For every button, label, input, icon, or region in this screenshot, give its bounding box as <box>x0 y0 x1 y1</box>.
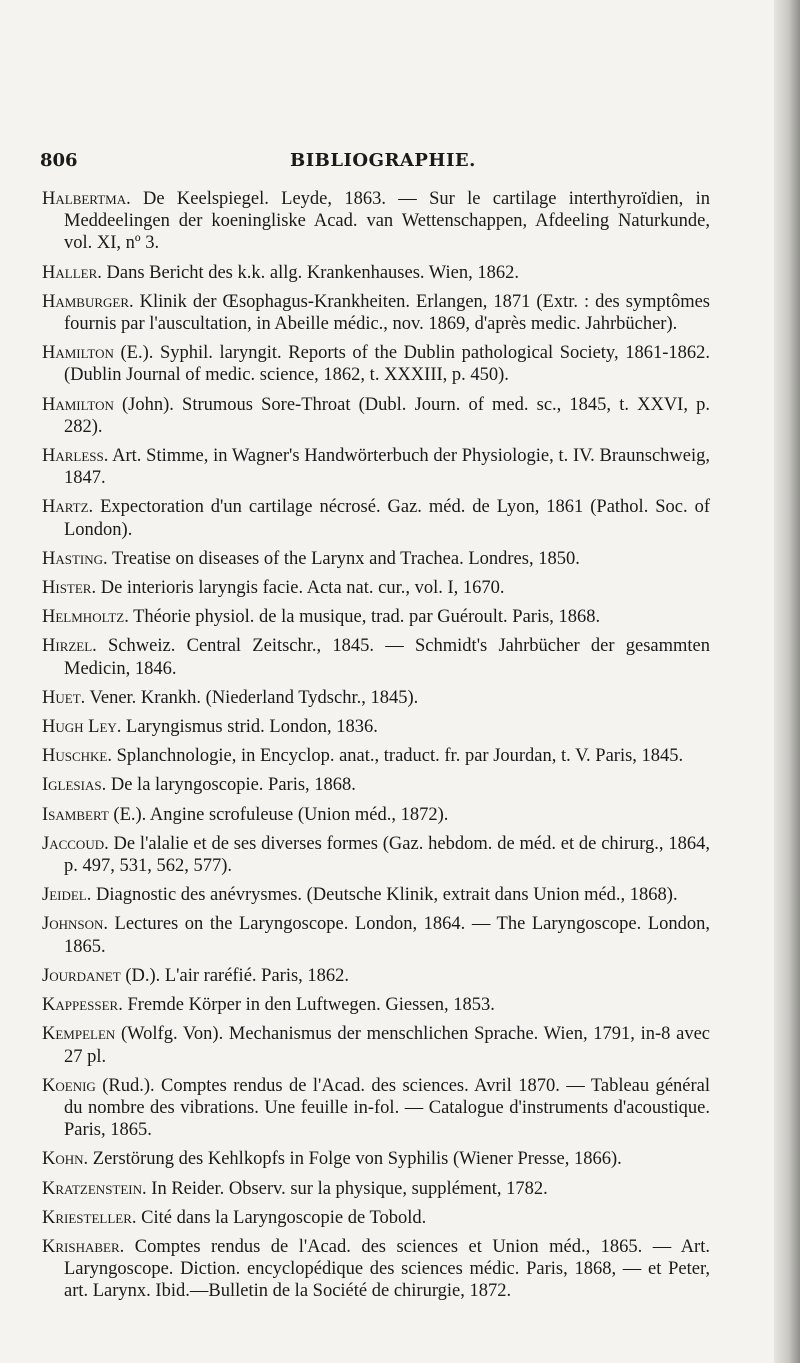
entry-text: Théorie physiol. de la musique, trad. par Guéroult. Paris, 1868. <box>128 607 601 628</box>
entry-text: Diagnostic des anévrysmes. (Deutsche Klinik, extrait dans Union méd., 1868). <box>91 885 678 906</box>
entry-author: Harless. <box>42 446 109 467</box>
entry-text: De la laryngoscopie. Paris, 1868. <box>106 775 356 796</box>
bibliography-entry <box>42 394 710 438</box>
bibliography-entry <box>42 635 710 679</box>
bibliography-entry <box>42 687 710 709</box>
entry-text: Laryngismus strid. London, 1836. <box>121 717 378 738</box>
bibliography-entry <box>42 496 710 540</box>
entry-author: Hamburger. <box>42 291 134 312</box>
entry-text: Lectures on the Laryngoscope. London, 1864. — The Laryngoscope. London, 1865. <box>64 914 710 957</box>
entry-text: Treatise on diseases of the Larynx and Trachea. Londres, 1850. <box>107 548 580 569</box>
entry-text: De Keelspiegel. Leyde, 1863. — Sur le cartilage interthyroïdien, in Meddeelingen der koeningliske Acad. van Wettenschappen, Afdeeling Naturkunde, vol. XI, nº 3. <box>64 189 710 254</box>
entry-text: Expectoration d'un cartilage nécrosé. Gaz. méd. de Lyon, 1861 (Pathol. Soc. of London). <box>64 497 710 540</box>
bibliography-entry <box>42 884 710 906</box>
entry-text: Fremde Körper in den Luftwegen. Giessen, 1853. <box>122 995 495 1016</box>
entry-author: Hasting. <box>42 548 108 569</box>
bibliography-entry <box>42 745 710 767</box>
entry-text: Klinik der Œsophagus-Krankheiten. Erlangen, 1871 (Extr. : des symptômes fournis par l'auscultation, in Abeille médic., nov. 1869, d'après medic. Jahrbücher). <box>64 291 710 335</box>
entry-text: Dans Bericht des k.k. allg. Krankenhauses. Wien, 1862. <box>101 262 520 283</box>
entry-author: Haller. <box>42 262 102 283</box>
entry-text: Splanchnologie, in Encyclop. anat., traduct. fr. par Jourdan, t. V. Paris, 1845. <box>112 746 684 767</box>
entry-author: Jaccoud. <box>42 833 109 854</box>
entry-author: Kriesteller. <box>42 1207 137 1228</box>
entry-text: In Reider. Observ. sur la physique, supplément, 1782. <box>146 1178 548 1199</box>
entry-author: Jourdanet <box>42 965 121 986</box>
entry-text: Comptes rendus de l'Acad. des sciences et Union méd., 1865. — Art. Laryngoscope. Diction. encyclopédique des sciences médic. Paris, 1868, — et Peter, art. Larynx. Ibid.—Bulletin de la Société de chirurgie, 1872. <box>64 1236 710 1302</box>
bibliography-entry <box>42 1023 710 1067</box>
entry-text: Art. Stimme, in Wagner's Handwörterbuch der Physiologie, t. IV. Braunschweig, 1847. <box>64 446 710 489</box>
entry-text: Schweiz. Central Zeitschr., 1845. — Schmidt's Jahrbücher der gesammten Medicin, 1846. <box>64 636 710 679</box>
page-edge-shadow <box>774 0 800 1363</box>
entry-text: De l'alalie et de ses diverses formes (Gaz. hebdom. de méd. et de chirurg., 1864, p. 497, 531, 562, 577). <box>64 833 710 877</box>
entry-author: Halbertma. <box>42 189 131 209</box>
bibliography-entry <box>42 188 710 255</box>
bibliography-entry <box>42 577 710 599</box>
bibliography-entry <box>42 291 710 335</box>
entry-author: Helmholtz. <box>42 607 129 628</box>
bibliography-entry <box>42 1236 710 1303</box>
bibliography-entry <box>42 965 710 987</box>
entry-text: (E.). Angine scrofuleuse (Union méd., 1872). <box>108 804 449 825</box>
entry-text: (D.). L'air raréfié. Paris, 1862. <box>120 965 350 986</box>
bibliography-entry <box>42 994 710 1016</box>
entry-author: Jeidel. <box>42 885 92 906</box>
bibliography-entry <box>42 1178 710 1200</box>
entry-author: Isambert <box>42 804 109 825</box>
entry-text: (E.). Syphil. laryngit. Reports of the Dublin pathological Society, 1861-1862. (Dublin Journal of medic. science, 1862, t. XXXIII, p. 450). <box>64 343 710 386</box>
entry-author: Kappesser. <box>42 995 123 1016</box>
entry-author: Kohn. <box>42 1149 89 1170</box>
bibliography-entry <box>42 774 710 796</box>
entry-author: Krishaber. <box>42 1236 125 1257</box>
bibliography-entry <box>42 833 710 877</box>
entry-text: (John). Strumous Sore-Throat (Dubl. Journ. of med. sc., 1845, t. XXVI, p. 282). <box>64 394 710 437</box>
bibliography-entry <box>42 548 710 570</box>
entry-text: (Wolfg. Von). Mechanismus der menschlichen Sprache. Wien, 1791, in-8 avec 27 pl. <box>64 1024 710 1067</box>
entry-author: Hamilton <box>42 394 114 415</box>
bibliography-entry <box>42 913 710 957</box>
bibliography-list <box>42 188 710 1310</box>
entry-author: Hirzel. <box>42 636 97 657</box>
entry-text: De interioris laryngis facie. Acta nat. cur., vol. I, 1670. <box>96 578 505 599</box>
running-title: BIBLIOGRAPHIE. <box>290 150 476 171</box>
bibliography-entry <box>42 445 710 489</box>
entry-author: Huet. <box>42 687 86 708</box>
bibliography-entry <box>42 342 710 386</box>
bibliography-entry <box>42 716 710 738</box>
entry-author: Johnson. <box>42 914 108 935</box>
bibliography-entry <box>42 606 710 628</box>
entry-author: Kempelen <box>42 1024 116 1045</box>
entry-author: Iglesias. <box>42 775 107 796</box>
entry-author: Hamilton <box>42 343 114 364</box>
page-number: 806 <box>40 150 78 171</box>
entry-author: Koenig <box>42 1075 96 1096</box>
entry-text: Zerstörung des Kehlkopfs in Folge von Syphilis (Wiener Presse, 1866). <box>88 1149 622 1170</box>
entry-text: Vener. Krankh. (Niederland Tydschr., 1845). <box>85 687 419 708</box>
bibliography-entry <box>42 1075 710 1142</box>
entry-text: Cité dans la Laryngoscopie de Tobold. <box>136 1207 427 1228</box>
bibliography-entry <box>42 1207 710 1229</box>
entry-text: (Rud.). Comptes rendus de l'Acad. des sciences. Avril 1870. — Tableau général du nombre des vibrations. Une feuille in-fol. — Catalogue d'instruments d'acoustique. Paris, 1865. <box>64 1075 710 1141</box>
entry-author: Hugh Ley. <box>42 717 122 738</box>
entry-author: Kratzenstein. <box>42 1178 147 1199</box>
entry-author: Huschke. <box>42 746 112 767</box>
bibliography-entry <box>42 1148 710 1170</box>
bibliography-entry <box>42 804 710 826</box>
entry-author: Hartz. <box>42 497 94 518</box>
entry-author: Hister. <box>42 578 97 599</box>
bibliography-entry <box>42 262 710 284</box>
